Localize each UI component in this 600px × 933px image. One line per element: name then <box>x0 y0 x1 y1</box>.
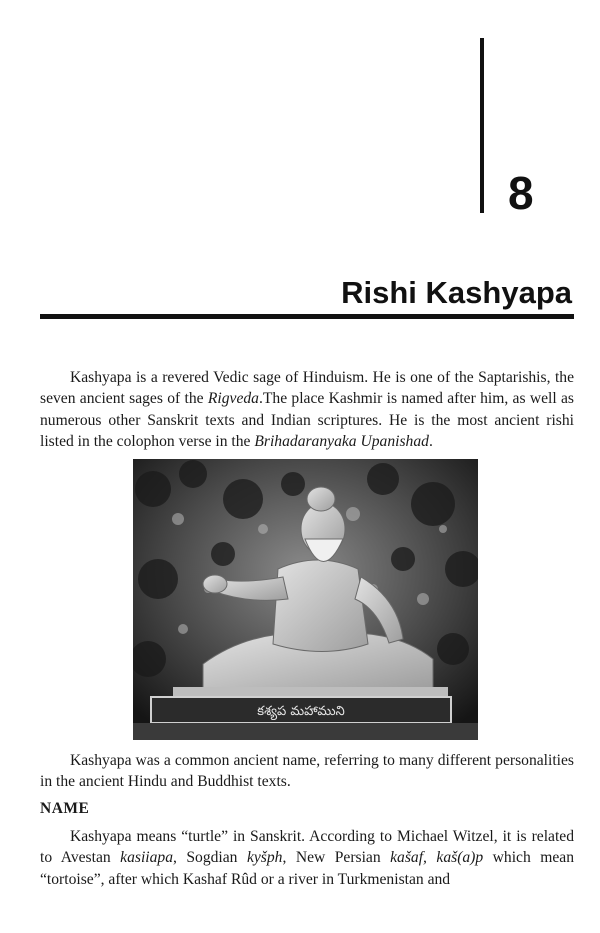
plaque-text: కశ్యప మహాముని <box>257 704 345 719</box>
name-paragraph <box>40 826 574 890</box>
chapter-title: Rishi Kashyapa <box>341 275 572 310</box>
intro-paragraph <box>40 367 574 452</box>
section-heading-name: NAME <box>40 800 90 817</box>
rigveda-title: Rigveda <box>207 390 259 408</box>
persian-words: kašaf, kaš(a)p <box>390 849 484 867</box>
statue-photograph <box>133 459 478 740</box>
name-text-d: which mean “tortoise”, after which Kashaf Rûd or a river in Turkmenistan and <box>40 849 574 888</box>
upanishad-title: Brihadaranyaka Upanishad <box>254 432 429 450</box>
title-underline-rule <box>40 314 574 319</box>
name-text-c: , New Persian <box>282 849 391 867</box>
intro-text-c: . <box>428 432 433 450</box>
sogdian-word: kyšph <box>246 849 283 867</box>
common-name-paragraph: Kashyapa was a common ancient name, referring to many different personalities in the ancient Hindu and Buddhist texts. <box>40 752 574 791</box>
chapter-number: 8 <box>508 167 534 219</box>
chapter-divider-line <box>480 38 484 213</box>
intro-text-b: .The place Kashmir is named after him, as well as numerous other Sanskrit texts and Indian scriptures. He is the most ancient rishi listed in the colophon verse in the <box>40 390 574 450</box>
name-text-a: Kashyapa means “turtle” in Sanskrit. According to Michael Witzel, it is related to Avestan <box>40 828 574 867</box>
intro-text-a: Kashyapa is a revered Vedic sage of Hinduism. He is one of the Saptarishis, the seven ancient sages of the <box>40 369 574 408</box>
avestan-word: kasiiapa <box>120 849 173 867</box>
name-text-b: , Sogdian <box>173 849 247 867</box>
